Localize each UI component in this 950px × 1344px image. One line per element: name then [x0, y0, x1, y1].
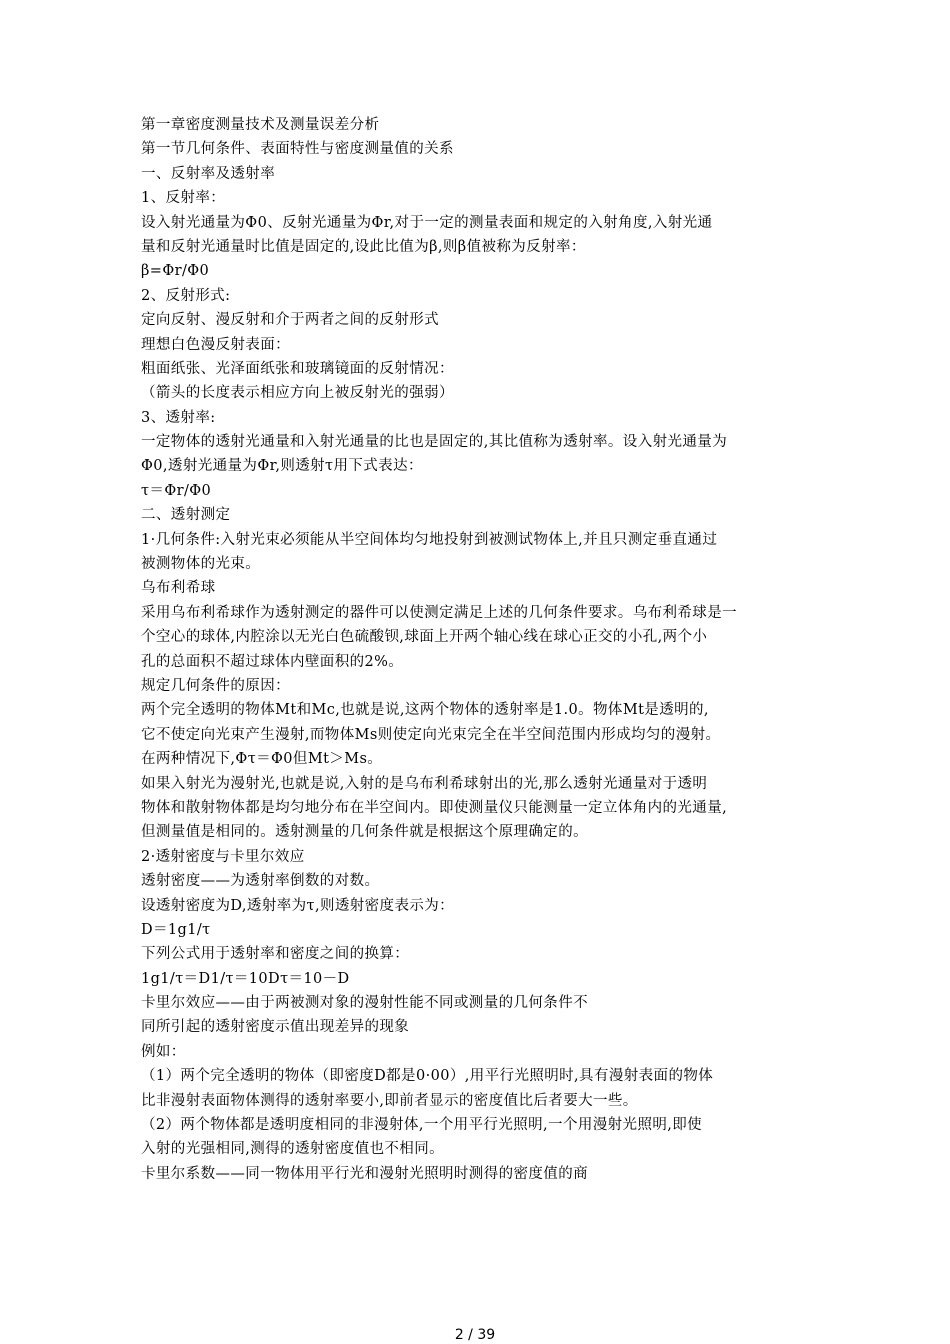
paragraph-line: （1）两个完全透明的物体（即密度D都是0·00）,用平行光照明时,具有漫射表面的物体	[141, 1068, 714, 1085]
paragraph-line: 如果入射光为漫射光,也就是说,入射的是乌布利希球射出的光,那么透射光通量对于透明	[141, 775, 708, 792]
paragraph-line: 被测物体的光束。	[141, 556, 261, 573]
paragraph-line: 透射密度——为透射率倒数的对数。	[141, 873, 380, 890]
paragraph-line: 采用乌布利希球作为透射测定的器件可以使测定满足上述的几何条件要求。乌布利希球是一	[141, 604, 737, 621]
item-heading: 3、透射率:	[141, 409, 216, 426]
paragraph-line: 个空心的球体,内腔涂以无光白色硫酸钡,球面上开两个轴心线在球心正交的小孔,两个小	[141, 629, 708, 646]
item-heading: 乌布利希球	[141, 580, 216, 597]
paragraph-line: 比非漫射表面物体测得的透射率要小,即前者显示的密度值比后者要大一些。	[141, 1092, 638, 1109]
paragraph-line: 1·几何条件:入射光束必须能从半空间体均匀地投射到被测试物体上,并且只测定垂直通过	[141, 531, 718, 548]
paragraph-line: 卡里尔效应——由于两被测对象的漫射性能不同或测量的几何条件不	[141, 995, 588, 1012]
paragraph-line: 它不使定向光束产生漫射,而物体Ms则使定向光束完全在半空间范围内形成均匀的漫射。	[141, 726, 721, 743]
paragraph-line: 一定物体的透射光通量和入射光通量的比也是固定的,其比值称为透射率。设入射光通量为	[141, 434, 728, 451]
item-heading: 2、反射形式:	[141, 287, 231, 304]
paragraph-line: 物体和散射物体都是均匀地分布在半空间内。即使测量仪只能测量一定立体角内的光通量,	[141, 799, 728, 816]
document-body	[141, 113, 821, 1186]
formula-line: τ＝Φr/Φ0	[141, 482, 212, 499]
paragraph-line: 在两种情况下,Φτ＝Φ0但Mt＞Ms。	[141, 751, 383, 768]
paragraph-line: 规定几何条件的原因：	[141, 677, 290, 694]
paragraph-line: （2）两个物体都是透明度相同的非漫射体,一个用平行光照明,一个用漫射光照明,即使	[141, 1117, 703, 1134]
paragraph-line: 但测量值是相同的。透射测量的几何条件就是根据这个原理确定的。	[141, 824, 588, 841]
paragraph-line: 同所引起的透射密度示值出现差异的现象	[141, 1019, 410, 1036]
section-title: 第一节几何条件、表面特性与密度测量值的关系	[141, 141, 454, 158]
subsection-heading: 二、透射测定	[141, 507, 231, 524]
formula-line: 1g1/τ＝D1/τ＝10Dτ＝10－D	[141, 970, 350, 987]
paragraph-line: （箭头的长度表示相应方向上被反射光的强弱）	[141, 385, 454, 402]
paragraph-line: 孔的总面积不超过球体内壁面积的2%。	[141, 653, 404, 670]
paragraph-line: 粗面纸张、光泽面纸张和玻璃镜面的反射情况：	[141, 360, 454, 377]
paragraph-line: 下列公式用于透射率和密度之间的换算：	[141, 946, 410, 963]
formula-line: β=Φr/Φ0	[141, 263, 210, 280]
paragraph-line: 卡里尔系数——同一物体用平行光和漫射光照明时测得的密度值的商	[141, 1165, 588, 1182]
paragraph-line: 量和反射光通量时比值是固定的,设此比值为β,则β值被称为反射率：	[141, 238, 586, 255]
paragraph-line: 定向反射、漫反射和介于两者之间的反射形式	[141, 312, 439, 329]
paragraph-line: 设入射光通量为Φ0、反射光通量为Φr,对于一定的测量表面和规定的入射角度,入射光通	[141, 214, 713, 231]
paragraph-line: 例如：	[141, 1043, 186, 1060]
paragraph-line: 理想白色漫反射表面：	[141, 336, 290, 353]
paragraph-line: 两个完全透明的物体Mt和Mc,也就是说,这两个物体的透射率是1.0。物体Mt是透明的,	[141, 702, 709, 719]
subsection-heading: 一、反射率及透射率	[141, 165, 276, 182]
paragraph-line: 设透射密度为D,透射率为τ,则透射密度表示为：	[141, 897, 455, 914]
formula-line: D＝1g1/τ	[141, 921, 211, 938]
paragraph-line: 入射的光强相同,测得的透射密度值也不相同。	[141, 1141, 445, 1158]
paragraph-line: Φ0,透射光通量为Φr,则透射τ用下式表达：	[141, 458, 423, 475]
chapter-title: 第一章密度测量技术及测量误差分析	[141, 117, 380, 133]
page-number: 2 / 39	[454, 1327, 496, 1343]
item-heading: 1、反射率：	[141, 190, 226, 207]
item-heading: 2·透射密度与卡里尔效应	[141, 848, 305, 865]
